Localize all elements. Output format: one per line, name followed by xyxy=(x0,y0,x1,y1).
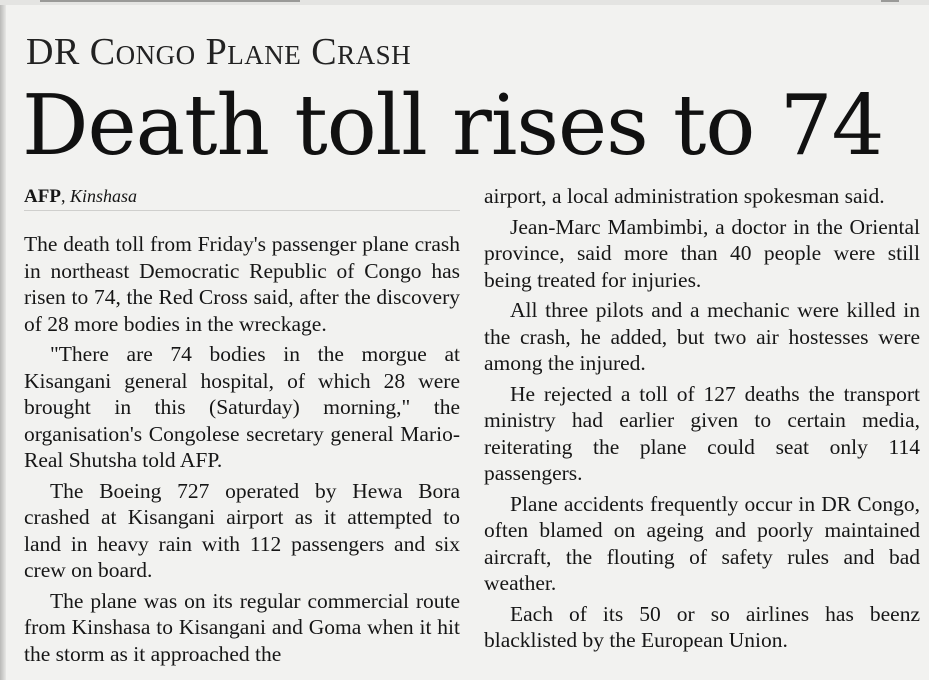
paragraph: Plane accidents frequently occur in DR Congo, often blamed on ageing and poorly maintained aircraft, the flouting of safety rules and bad weather. xyxy=(484,491,920,595)
dateline xyxy=(24,183,460,211)
paragraph: The Boeing 727 operated by Hewa Bora crashed at Kisangani airport as it attempted to land in heavy rain with 112 passengers and six crew on board. xyxy=(24,478,460,582)
section-kicker: DR Congo Plane Crash xyxy=(26,31,412,73)
article-column-right xyxy=(484,183,920,654)
dateline-separator: , xyxy=(60,186,66,206)
article-column-left xyxy=(24,183,460,667)
paragraph: Jean-Marc Mambimbi, a doctor in the Oriental province, said more than 40 people were still being treated for injuries. xyxy=(484,214,920,292)
paragraph: The death toll from Friday's passenger plane crash in northeast Democratic Republic of Congo has risen to 74, the Red Cross said, after the discovery of 28 more bodies in the wreckage. xyxy=(24,232,460,336)
top-border xyxy=(0,0,929,5)
paragraph: All three pilots and a mechanic were killed in the crash, he added, but two air hostesses were among the injured. xyxy=(484,298,920,375)
dateline-place: Kinshasa xyxy=(69,186,137,206)
top-rule-left xyxy=(40,0,300,2)
paragraph: The plane was on its regular commercial route from Kinshasa to Kisangani and Goma when it hit the storm as it approached the xyxy=(24,588,460,666)
dateline-agency: AFP xyxy=(24,186,61,207)
page-left-edge xyxy=(0,5,6,680)
paragraph-continuation: airport, a local administration spokesman said. xyxy=(484,184,885,208)
top-rule-right xyxy=(881,0,899,2)
paragraph: "There are 74 bodies in the morgue at Kisangani general hospital, of which 28 were brought in this (Saturday) morning," the organisation's Congolese secretary general Mario-Real Shutsha told AFP. xyxy=(24,342,460,472)
paragraph: Each of its 50 or so airlines has beenz blacklisted by the European Union. xyxy=(484,601,920,652)
paragraph: He rejected a toll of 127 deaths the transport ministry had earlier given to certain media, reiterating the plane could seat only 114 passengers. xyxy=(484,381,920,485)
headline: Death toll rises to 74 xyxy=(22,77,884,174)
